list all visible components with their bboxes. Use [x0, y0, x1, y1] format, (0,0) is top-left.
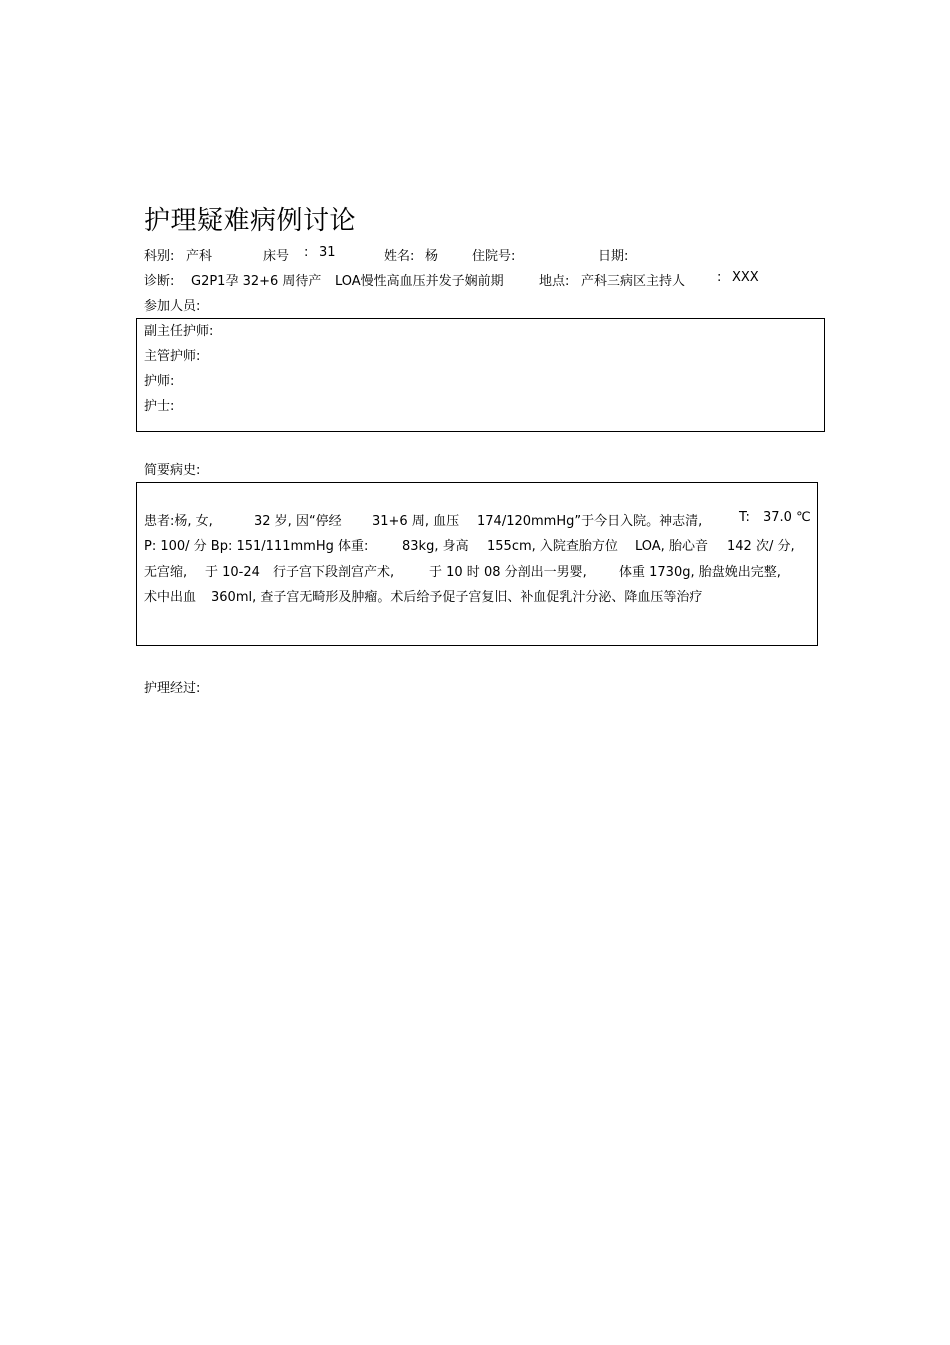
- department-value: 产科: [186, 249, 213, 264]
- host-separator: :: [717, 270, 722, 285]
- location-label: 地点:: [539, 274, 570, 289]
- role-associate-chief-nurse: 副主任护师:: [144, 324, 214, 339]
- history-text: 360ml, 查子宫无畸形及肿瘤。术后给予促子宫复旧、补血促乳汁分泌、降血压等治疗: [211, 590, 703, 605]
- history-text: 体重 1730g, 胎盘娩出完整,: [619, 565, 781, 580]
- history-text: 无宫缩,: [144, 565, 188, 580]
- admission-number-label: 住院号:: [472, 249, 516, 264]
- history-text: 术中出血: [144, 590, 197, 605]
- history-text: T:: [739, 510, 750, 525]
- diagnosis-value-2: LOA慢性高血压并发子娴前期: [335, 274, 504, 289]
- page-title: 护理疑难病例讨论: [144, 206, 357, 236]
- nursing-process-label: 护理经过:: [144, 681, 201, 696]
- bed-separator: :: [304, 245, 309, 260]
- history-text: 83kg, 身高: [402, 539, 469, 554]
- role-senior-nurse: 护师:: [144, 374, 175, 389]
- history-text: 32 岁, 因“停经: [254, 514, 342, 529]
- history-text: 于 10-24: [205, 565, 260, 580]
- date-label: 日期:: [598, 249, 629, 264]
- name-value: 杨: [425, 249, 439, 264]
- history-text: P: 100/ 分 Bp: 151/111mmHg 体重:: [144, 539, 369, 554]
- diagnosis-label: 诊断:: [144, 274, 175, 289]
- history-text: 37.0 ℃: [763, 510, 811, 525]
- department-label: 科别:: [144, 249, 175, 264]
- host-value: XXX: [732, 270, 759, 285]
- history-text: 155cm, 入院查胎方位: [487, 539, 618, 554]
- history-text: 142 次/ 分,: [727, 539, 795, 554]
- participants-label: 参加人员:: [144, 299, 201, 314]
- bed-value: 31: [319, 245, 336, 260]
- history-text: 于 10 时 08 分剖出一男婴,: [429, 565, 587, 580]
- role-charge-nurse: 主管护师:: [144, 349, 201, 364]
- history-text: 行子宫下段剖宫产术,: [273, 565, 395, 580]
- history-text: LOA, 胎心音: [635, 539, 708, 554]
- name-label: 姓名:: [384, 249, 415, 264]
- diagnosis-value-1: G2P1孕 32+6 周待产: [191, 274, 322, 289]
- location-value: 产科三病区主持人: [581, 274, 686, 289]
- bed-label: 床号: [263, 249, 290, 264]
- participants-box: [136, 318, 825, 432]
- history-label: 简要病史:: [144, 463, 201, 478]
- history-text: 患者:杨, 女,: [144, 514, 213, 529]
- history-text: 31+6 周, 血压: [372, 514, 460, 529]
- history-text: 174/120mmHg”于今日入院。神志清,: [477, 514, 703, 529]
- role-nurse: 护士:: [144, 399, 175, 414]
